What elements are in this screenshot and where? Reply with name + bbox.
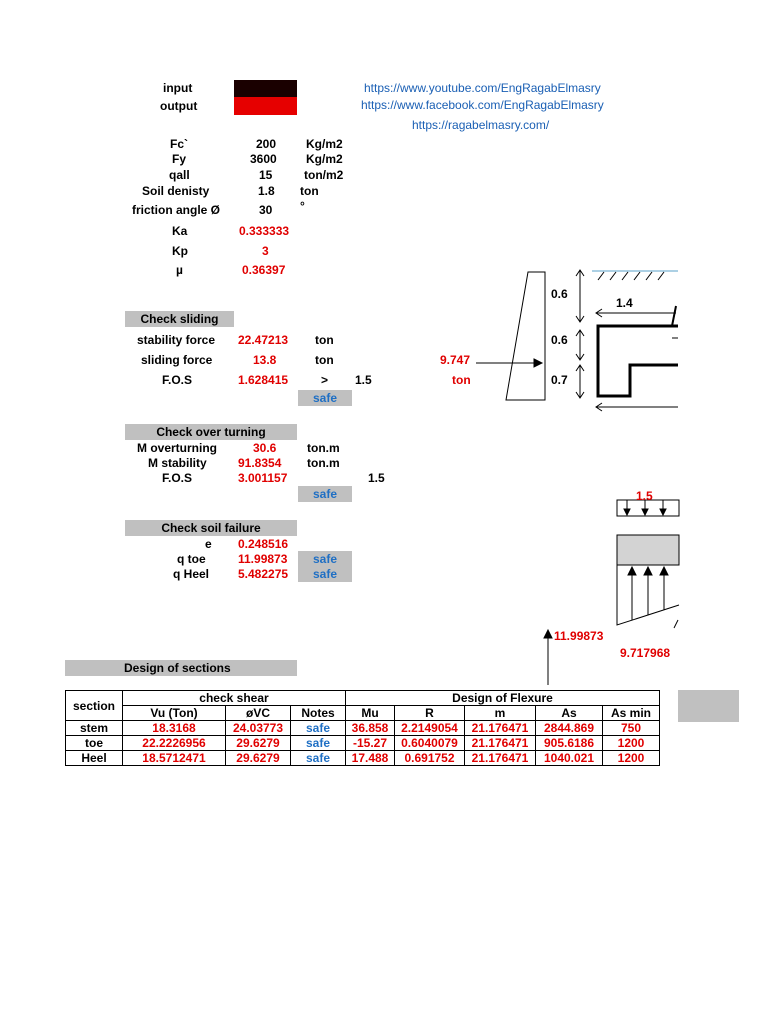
- coef-value: 0.333333: [239, 224, 290, 238]
- row-as: 2844.869: [536, 721, 603, 736]
- input-unit: Kg/m2: [306, 137, 343, 151]
- input-value: 200: [256, 137, 277, 151]
- m-stability-label: M stability: [148, 456, 207, 470]
- input-label: Soil denisty: [142, 184, 210, 198]
- row-as-min: 1200: [603, 736, 660, 751]
- m-overturning-label: M overturning: [137, 441, 217, 455]
- row-r: 2.2149054: [395, 721, 465, 736]
- stability-force-unit: ton: [315, 333, 334, 347]
- col-notes: Notes: [291, 706, 346, 721]
- sliding-force-value: 13.8: [253, 353, 277, 367]
- row-section: stem: [66, 721, 123, 736]
- input-value: 15: [259, 168, 273, 182]
- row-ovc: 24.03773: [226, 721, 291, 736]
- coef-value: 0.36397: [242, 263, 286, 277]
- stability-force-label: stability force: [137, 333, 216, 347]
- surcharge-load: 1.5: [636, 489, 653, 503]
- overturning-header: Check over turning: [125, 424, 297, 440]
- row-notes: safe: [291, 751, 346, 766]
- col-ovc: øVC: [226, 706, 291, 721]
- e-value: 0.248516: [238, 537, 289, 551]
- input-unit: Kg/m2: [306, 152, 343, 166]
- overturning-status: safe: [298, 486, 352, 502]
- coef-label: Ka: [172, 224, 188, 238]
- q-heel-status: safe: [298, 566, 352, 582]
- input-label: Fy: [172, 152, 187, 166]
- row-notes: safe: [291, 736, 346, 751]
- sliding-fos-value: 1.628415: [238, 373, 289, 387]
- dim-07: 0.7: [551, 373, 568, 387]
- coef-label: Kp: [172, 244, 188, 258]
- design-header: Design of sections: [65, 660, 297, 676]
- table-right-fill: [678, 690, 739, 722]
- dim-06-mid: 0.6: [551, 333, 568, 347]
- table-row: [66, 721, 660, 736]
- input-unit: ton/m2: [304, 168, 344, 182]
- row-m: 21.176471: [465, 721, 536, 736]
- row-as: 1040.021: [536, 751, 603, 766]
- sliding-status: safe: [298, 390, 352, 406]
- input-value: 30: [259, 203, 273, 217]
- row-m: 21.176471: [465, 736, 536, 751]
- row-ovc: 29.6279: [226, 751, 291, 766]
- group-check-shear: check shear: [123, 691, 346, 706]
- m-stability-unit: ton.m: [307, 456, 340, 470]
- row-mu: 36.858: [346, 721, 395, 736]
- row-section: Heel: [66, 751, 123, 766]
- sliding-force-unit: ton: [315, 353, 334, 367]
- col-as-min: As min: [603, 706, 660, 721]
- q-other-diagram-value: 9.717968: [620, 646, 671, 660]
- sliding-fos-limit: 1.5: [355, 373, 372, 387]
- row-mu: 17.488: [346, 751, 395, 766]
- q-toe-status: safe: [298, 551, 352, 567]
- pressure-triangle: [506, 272, 545, 400]
- coef-value: 3: [262, 244, 269, 258]
- row-as-min: 750: [603, 721, 660, 736]
- sliding-header: Check sliding: [125, 311, 234, 327]
- row-ovc: 29.6279: [226, 736, 291, 751]
- col-r: R: [395, 706, 465, 721]
- col-section: section: [66, 691, 123, 721]
- soil-header: Check soil failure: [125, 520, 297, 536]
- col-as: As: [536, 706, 603, 721]
- overturning-fos-limit: 1.5: [368, 471, 385, 485]
- sliding-fos-label: F.O.S: [162, 373, 193, 387]
- dim-06-top: 0.6: [551, 287, 568, 301]
- q-toe-diagram-value: 11.99873: [554, 629, 604, 643]
- row-as-min: 1200: [603, 751, 660, 766]
- force-value: 9.747: [440, 353, 471, 367]
- row-vu: 18.3168: [123, 721, 226, 736]
- table-row: [66, 751, 660, 766]
- group-design-flexure: Design of Flexure: [346, 691, 660, 706]
- row-mu: -15.27: [346, 736, 395, 751]
- input-value: 3600: [250, 152, 277, 166]
- force-unit: ton: [452, 373, 471, 387]
- input-unit: °: [300, 199, 305, 213]
- overturning-fos-label: F.O.S: [162, 471, 193, 485]
- q-heel-label: q Heel: [173, 567, 210, 581]
- coef-label: µ: [176, 263, 183, 277]
- stability-force-value: 22.47213: [238, 333, 289, 347]
- row-section: toe: [66, 736, 123, 751]
- m-overturning-unit: ton.m: [307, 441, 340, 455]
- sliding-force-label: sliding force: [141, 353, 213, 367]
- row-r: 0.6040079: [395, 736, 465, 751]
- q-toe-label: q toe: [177, 552, 206, 566]
- input-legend-label: input: [163, 81, 193, 95]
- overturning-fos-value: 3.001157: [238, 471, 288, 485]
- table-row: [66, 736, 660, 751]
- input-unit: ton: [300, 184, 319, 198]
- m-overturning-value: 30.6: [253, 441, 277, 455]
- output-legend-label: output: [160, 99, 198, 113]
- youtube-link[interactable]: https://www.youtube.com/EngRagabElmasry: [364, 81, 601, 95]
- sliding-fos-operator: >: [321, 373, 329, 387]
- facebook-link[interactable]: https://www.facebook.com/EngRagabElmasry: [361, 98, 604, 112]
- col-mu: Mu: [346, 706, 395, 721]
- row-m: 21.176471: [465, 751, 536, 766]
- website-link[interactable]: https://ragabelmasry.com/: [412, 118, 550, 132]
- dim-14: 1.4: [616, 296, 633, 310]
- row-r: 0.691752: [395, 751, 465, 766]
- q-toe-value: 11.99873: [238, 552, 288, 566]
- col-m: m: [465, 706, 536, 721]
- row-vu: 18.5712471: [123, 751, 226, 766]
- row-vu: 22.2226956: [123, 736, 226, 751]
- row-as: 905.6186: [536, 736, 603, 751]
- col-vu: Vu (Ton): [123, 706, 226, 721]
- input-value: 1.8: [258, 184, 275, 198]
- input-label: qall: [169, 168, 190, 182]
- e-label: e: [205, 537, 212, 551]
- row-notes: safe: [291, 721, 346, 736]
- q-heel-value: 5.482275: [238, 567, 289, 581]
- input-label: friction angle Ø: [132, 203, 221, 217]
- input-label: Fc`: [170, 137, 188, 151]
- m-stability-value: 91.8354: [238, 456, 282, 470]
- design-table: [65, 690, 660, 766]
